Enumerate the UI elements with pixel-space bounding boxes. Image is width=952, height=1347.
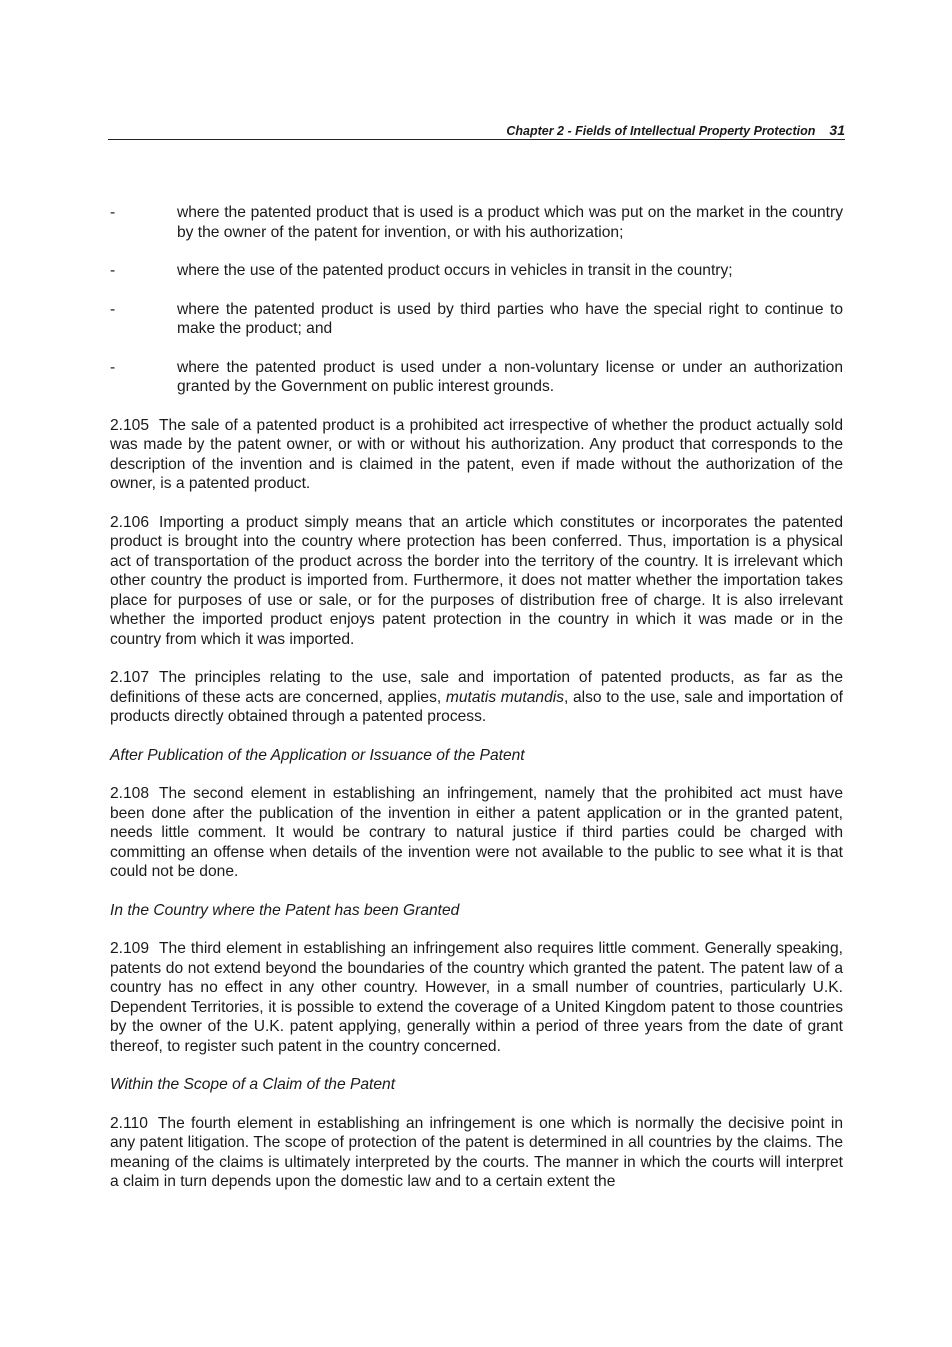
list-item-text: where the patented product is used by third parties who have the special right to continue to make the product; and bbox=[177, 300, 843, 337]
paragraph-text: The sale of a patented product is a prohibited act irrespective of whether the product actually sold was made by the patent owner, or with or without his authorization. Any product that corresponds to the description of the invention and is claimed in the patent, even if made without the authorization of the owner, is a patented product. bbox=[110, 416, 843, 492]
paragraph-number: 2.106 bbox=[110, 513, 150, 531]
paragraph-number: 2.108 bbox=[110, 785, 150, 802]
list-item-text: where the patented product is used under a non-voluntary license or under an authorization granted by the Government on public interest grounds. bbox=[177, 358, 843, 395]
list-dash: - bbox=[110, 204, 116, 221]
list-item-text: where the use of the patented product occurs in vehicles in transit in the country; bbox=[177, 262, 733, 279]
list-dash: - bbox=[110, 358, 116, 376]
section-heading: In the Country where the Patent has been Granted bbox=[110, 901, 460, 919]
paragraph-number: 2.110 bbox=[110, 1114, 148, 1132]
chapter-title: Chapter 2 - Fields of Intellectual Property Protection bbox=[506, 124, 816, 138]
running-header bbox=[108, 122, 845, 140]
paragraph-2-106 bbox=[110, 513, 843, 650]
latin-phrase: mutatis mutandis bbox=[445, 688, 565, 706]
paragraph-2-108 bbox=[110, 784, 843, 882]
paragraph-2-105 bbox=[110, 416, 843, 494]
paragraph-2-109 bbox=[110, 939, 843, 1056]
list-item bbox=[110, 203, 843, 242]
paragraph-number: 2.107 bbox=[110, 669, 150, 686]
list-item bbox=[110, 358, 843, 397]
list-item bbox=[110, 261, 843, 281]
paragraph-number: 2.105 bbox=[110, 416, 150, 434]
section-heading: After Publication of the Application or Issuance of the Patent bbox=[110, 746, 525, 764]
paragraph-number: 2.109 bbox=[110, 940, 150, 957]
paragraph-2-110 bbox=[110, 1114, 843, 1192]
paragraph-text: The third element in establishing an infringement also requires little comment. Generally speaking, patents do not extend beyond the boundaries of the country which granted the patent. The patent law of a country has no effect in any other country. However, in a small number of countries, particularly U.K. Dependent Territories, it is possible to extend the coverage of a United Kingdom patent to those countries by the owner of the U.K. patent applying, generally within a period of three years from the date of grant thereof, to register such patent in the country concerned. bbox=[110, 940, 843, 1055]
page-body bbox=[110, 203, 843, 1192]
paragraph-2-107 bbox=[110, 668, 843, 727]
list-item bbox=[110, 300, 843, 339]
paragraph-text: The second element in establishing an infringement, namely that the prohibited act must have been done after the publication of the invention in either a patent application or in the granted patent, needs little comment. It would be contrary to natural justice if third parties could be charged with committing an offense when details of the invention were not available to the public to see what it is that could not be done. bbox=[110, 785, 843, 880]
paragraph-text-cont: , also to the use, sale and importation of products directly obtained through a patented process. bbox=[110, 688, 843, 725]
section-heading: Within the Scope of a Claim of the Patent bbox=[110, 1076, 396, 1093]
list-item-text: where the patented product that is used is a product which was put on the market in the country by the owner of the patent for invention, or with his authorization; bbox=[177, 204, 843, 241]
paragraph-text: The fourth element in establishing an infringement is one which is normally the decisive point in any patent litigation. The scope of protection of the patent is determined in all countries by the claims. The meaning of the claims is ultimately interpreted by the courts. The manner in which the courts will interpret a claim in turn depends upon the domestic law and to a certain extent the bbox=[110, 1114, 843, 1190]
paragraph-text: The principles relating to the use, sale and importation of patented products, as far as the definitions of these acts are concerned, applies, bbox=[110, 669, 843, 706]
page-number: 31 bbox=[829, 122, 845, 138]
paragraph-text: Importing a product simply means that an article which constitutes or incorporates the patented product is brought into the country where protection has been conferred. Thus, importation is a physical act of transportation of the product across the border into the territory of the country. It is irrelevant which other country the product is imported from. Furthermore, it does not matter whether the importation takes place for purposes of use or sale, or for the purposes of distribution free of charge. It is also irrelevant whether the imported product enjoys patent protection in the country in which it was made or in the country from which it was imported. bbox=[110, 513, 843, 648]
list-dash: - bbox=[110, 300, 116, 318]
list-dash: - bbox=[110, 262, 116, 279]
